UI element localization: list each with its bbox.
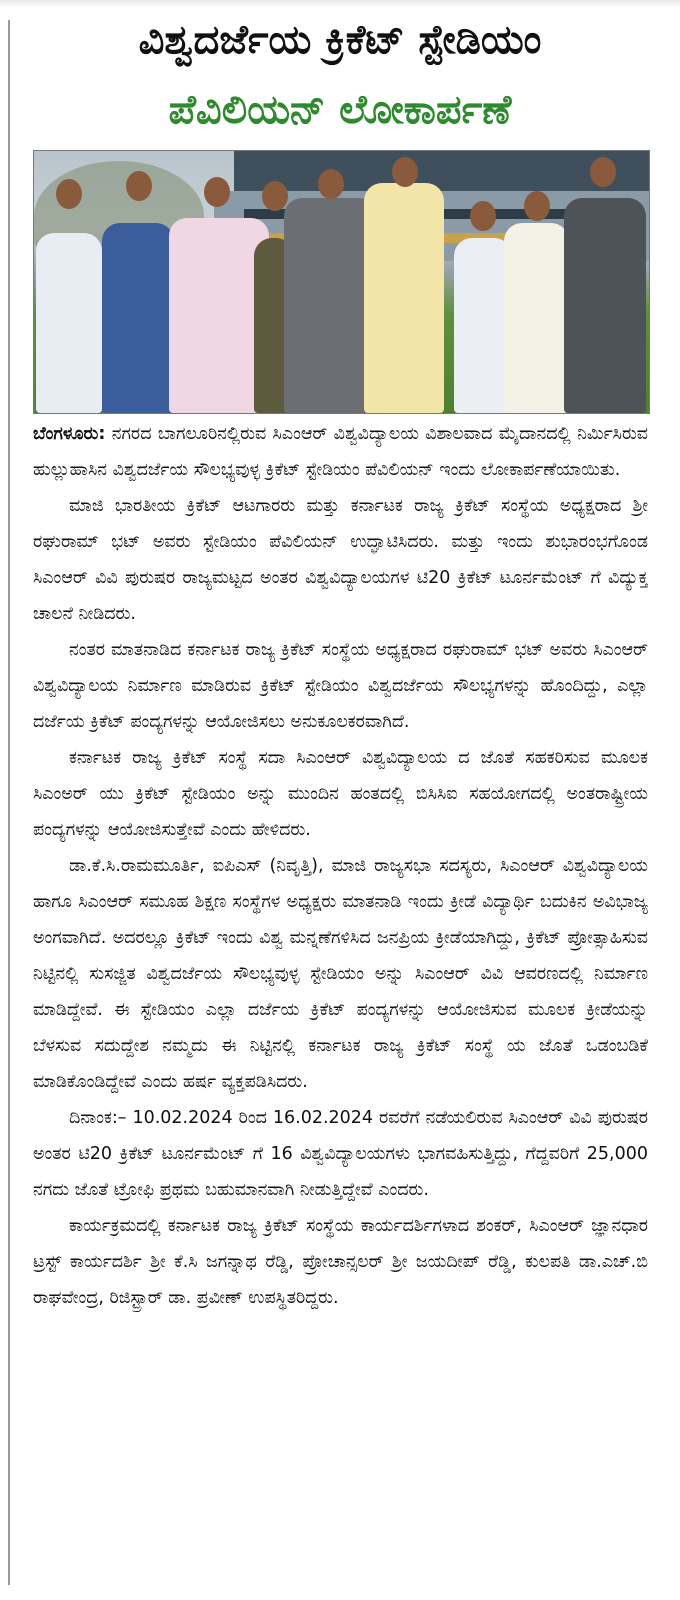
article-paragraph: [33, 848, 648, 1100]
paragraph-text: ಕಾರ್ಯಕ್ರಮದಲ್ಲಿ ಕರ್ನಾಟಕ ರಾಜ್ಯ ಕ್ರಿಕೆಟ್ ಸಂಸ್ಥೆಯ ಕಾರ್ಯದರ್ಶಿಗಳಾದ ಶಂಕರ್, ಸಿಎಂಆರ್ ಜ್ಞಾನಧಾರ ಟ್ರಸ್ಟ್ ಕಾರ್ಯದರ್ಶಿ ಶ್ರೀ ಕೆ.ಸಿ ಜಗನ್ನಾಥ ರೆಡ್ಡಿ, ಪ್ರೋಚಾನ್ಸಲರ್ ಶ್ರೀ ಜಯದೀಪ್ ರೆಡ್ಡಿ, ಕುಲಪತಿ ಡಾ.ಎಚ್.ಬಿ ರಾಘವೇಂದ್ರ, ರಿಜಿಸ್ಟ್ರಾರ್ ಡಾ. ಪ್ರವೀಣ್ ಉಪಸ್ಥಿತರಿದ್ದರು.: [33, 1216, 648, 1308]
paragraph-text: ನಂತರ ಮಾತನಾಡಿದ ಕರ್ನಾಟಕ ರಾಜ್ಯ ಕ್ರಿಕೆಟ್ ಸಂಸ್ಥೆಯ ಅಧ್ಯಕ್ಷರಾದ ರಘುರಾಮ್ ಭಟ್ ಅವರು ಸಿಎಂಆರ್ ವಿಶ್ವವಿದ್ಯಾಲಯ ನಿರ್ಮಾಣ ಮಾಡಿರುವ ಕ್ರಿಕೆಟ್ ಸ್ಟೇಡಿಯಂ ವಿಶ್ವದರ್ಜೆಯ ಸೌಲಭ್ಯಗಳನ್ನು ಹೊಂದಿದ್ದು, ಎಲ್ಲಾ ದರ್ಜೆಯ ಕ್ರಿಕೆಟ್ ಪಂದ್ಯಗಳನ್ನು ಆಯೋಜಿಸಲು ಅನುಕೂಲಕರವಾಗಿದೆ.: [33, 640, 648, 732]
photo-person-head: [318, 169, 344, 199]
photo-person-head: [126, 171, 152, 201]
headline-title: ವಿಶ್ವದರ್ಜೆಯ ಕ್ರಿಕೆಟ್ ಸ್ಟೇಡಿಯಂ: [138, 17, 542, 63]
article-body: [33, 416, 648, 1316]
article-paragraph: [33, 1100, 648, 1208]
photo-pavilion-roof: [234, 151, 649, 191]
headline-subtitle: ಪೆವಿಲಿಯನ್ ಲೋಕಾರ್ಪಣೆ: [168, 87, 512, 133]
photo-person: [364, 183, 444, 413]
paragraph-text: ಡಾ.ಕೆ.ಸಿ.ರಾಮಮೂರ್ತಿ, ಐಪಿಎಸ್ (ನಿವೃತ್ತಿ), ಮಾಜಿ ರಾಜ್ಯಸಭಾ ಸದಸ್ಯರು, ಸಿಎಂಆರ್ ವಿಶ್ವವಿದ್ಯಾಲಯ ಹಾಗೂ ಸಿಎಂಆರ್ ಸಮೂಹ ಶಿಕ್ಷಣ ಸಂಸ್ಥೆಗಳ ಅಧ್ಯಕ್ಷರು ಮಾತನಾಡಿ ಇಂದು ಕ್ರೀಡೆ ವಿದ್ಯಾರ್ಥಿ ಬದುಕಿನ ಅವಿಭಾಜ್ಯ ಅಂಗವಾಗಿದೆ. ಅದರಲ್ಲೂ ಕ್ರಿಕೆಟ್ ಇಂದು ವಿಶ್ವ ಮನ್ನಣೆಗಳಿಸಿದ ಜನಪ್ರಿಯ ಕ್ರೀಡೆಯಾಗಿದ್ದು, ಕ್ರಿಕೆಟ್ ಪ್ರೋತ್ಸಾಹಿಸುವ ನಿಟ್ಟಿನಲ್ಲಿ ಸುಸಜ್ಜಿತ ವಿಶ್ವದರ್ಜೆಯ ಸೌಲಭ್ಯವುಳ್ಳ ಸ್ಟೇಡಿಯಂ ಅನ್ನು ಸಿಎಂಆರ್ ವಿವಿ ಆವರಣದಲ್ಲಿ ನಿರ್ಮಾಣ ಮಾಡಿದ್ದೇವೆ. ಈ ಸ್ಟೇಡಿಯಂ ಎಲ್ಲಾ ದರ್ಜೆಯ ಕ್ರಿಕೆಟ್ ಪಂದ್ಯಗಳನ್ನು ಆಯೋಜಿಸುವ ಮೂಲಕ ಕ್ರೀಡೆಯನ್ನು ಬೆಳಸುವ ಸದುದ್ದೇಶ ನಮ್ಮದು ಈ ನಿಟ್ಟಿನಲ್ಲಿ ಕರ್ನಾಟಕ ರಾಜ್ಯ ಕ್ರಿಕೆಟ್ ಸಂಸ್ಥೆ ಯ ಜೊತೆ ಒಡಂಬಡಿಕೆ ಮಾಡಿಕೊಂಡಿದ್ದೇವೆ ಎಂದು ಹರ್ಷ ವ್ಯಕ್ತಪಡಿಸಿದರು.: [33, 856, 648, 1092]
photo-person: [504, 223, 569, 413]
photo-person-head: [56, 179, 82, 209]
photo-person-head: [470, 201, 496, 231]
top-border: [0, 0, 680, 8]
paragraph-text: ಕರ್ನಾಟಕ ರಾಜ್ಯ ಕ್ರಿಕೆಟ್ ಸಂಸ್ಥೆ ಸದಾ ಸಿಎಂಆರ್ ವಿಶ್ವವಿದ್ಯಾಲಯ ದ ಜೊತೆ ಸಹಕರಿಸುವ ಮೂಲಕ ಸಿಎಂಅರ್ ಯು ಕ್ರಿಕೆಟ್ ಸ್ಟೇಡಿಯಂ ಅನ್ನು ಮುಂದಿನ ಹಂತದಲ್ಲಿ ಬಿಸಿಸಿಐ ಸಹಯೋಗದಲ್ಲಿ ಅಂತರಾಷ್ಟ್ರೀಯ ಪಂದ್ಯಗಳನ್ನು ಆಯೋಜಿಸುತ್ತೇವೆ ಎಂದು ಹೇಳಿದರು.: [33, 748, 648, 840]
paragraph-text: ನಗರದ ಬಾಗಲೂರಿನಲ್ಲಿರುವ ಸಿಎಂಆರ್ ವಿಶ್ವವಿದ್ಯಾಲಯ ವಿಶಾಲವಾದ ಮೈದಾನದಲ್ಲಿ ನಿರ್ಮಿಸಿರುವ ಹುಲ್ಲುಹಾಸಿನ ವಿಶ್ವದರ್ಜೆಯ ಸೌಲಭ್ಯವುಳ್ಳ ಕ್ರಿಕೆಟ್ ಸ್ಟೇಡಿಯಂ ಪೆವಿಲಿಯನ್ ಇಂದು ಲೋಕಾರ್ಪಣೆಯಾಯಿತು.: [33, 424, 648, 480]
photo-person: [102, 223, 174, 413]
article-paragraph: [33, 1208, 648, 1316]
photo-person: [564, 198, 646, 413]
paragraph-text: ಮಾಜಿ ಭಾರತೀಯ ಕ್ರಿಕೆಟ್ ಆಟಗಾರರು ಮತ್ತು ಕರ್ನಾಟಕ ರಾಜ್ಯ ಕ್ರಿಕೆಟ್ ಸಂಸ್ಥೆಯ ಅಧ್ಯಕ್ಷರಾದ ಶ್ರೀ ರಘುರಾಮ್ ಭಟ್ ಅವರು ಸ್ಟೇಡಿಯಂ ಪೆವಿಲಿಯನ್ ಉದ್ಘಾಟಿಸಿದರು. ಮತ್ತು ಇಂದು ಶುಭಾರಂಭಗೊಂಡ ಸಿಎಂಆರ್ ವಿವಿ ಪುರುಷರ ರಾಜ್ಯಮಟ್ಟದ ಅಂತರ ವಿಶ್ವವಿದ್ಯಾಲಯಗಳ ಟಿ20 ಕ್ರಿಕೆಟ್ ಟೂರ್ನಮೆಂಟ್ ಗೆ ವಿದ್ಯುಕ್ತ ಚಾಲನೆ ನೀಡಿದರು.: [33, 496, 648, 624]
photo-person: [36, 233, 102, 413]
article-paragraph: [33, 740, 648, 848]
news-photo: [33, 150, 650, 414]
photo-person: [284, 198, 376, 413]
article-paragraph: [33, 416, 648, 488]
dateline-place: ಬೆಂಗಳೂರು:: [33, 424, 106, 444]
paragraph-text: ದಿನಾಂಕ:– 10.02.2024 ರಿಂದ 16.02.2024 ರವರೆಗೆ ನಡೆಯಲಿರುವ ಸಿಎಂಆರ್ ವಿವಿ ಪುರುಷರ ಅಂತರ ಟಿ20 ಕ್ರಿಕೆಟ್ ಟೂರ್ನಮೆಂಟ್ ಗೆ 16 ವಿಶ್ವವಿದ್ಯಾಲಯಗಳು ಭಾಗವಹಿಸುತ್ತಿದ್ದು, ಗೆದ್ದವರಿಗೆ 25,000 ನಗದು ಜೊತೆ ಟ್ರೋಫಿ ಪ್ರಥಮ ಬಹುಮಾನವಾಗಿ ನೀಡುತ್ತಿದ್ದೇವೆ ಎಂದರು.: [33, 1108, 648, 1200]
column-rule: [8, 20, 10, 1585]
article-paragraph: [33, 488, 648, 632]
article-paragraph: [33, 632, 648, 740]
photo-person-head: [262, 181, 288, 211]
photo-person-head: [524, 191, 550, 221]
photo-person-head: [392, 157, 418, 187]
photo-person-head: [590, 157, 616, 187]
photo-person-head: [204, 177, 230, 207]
